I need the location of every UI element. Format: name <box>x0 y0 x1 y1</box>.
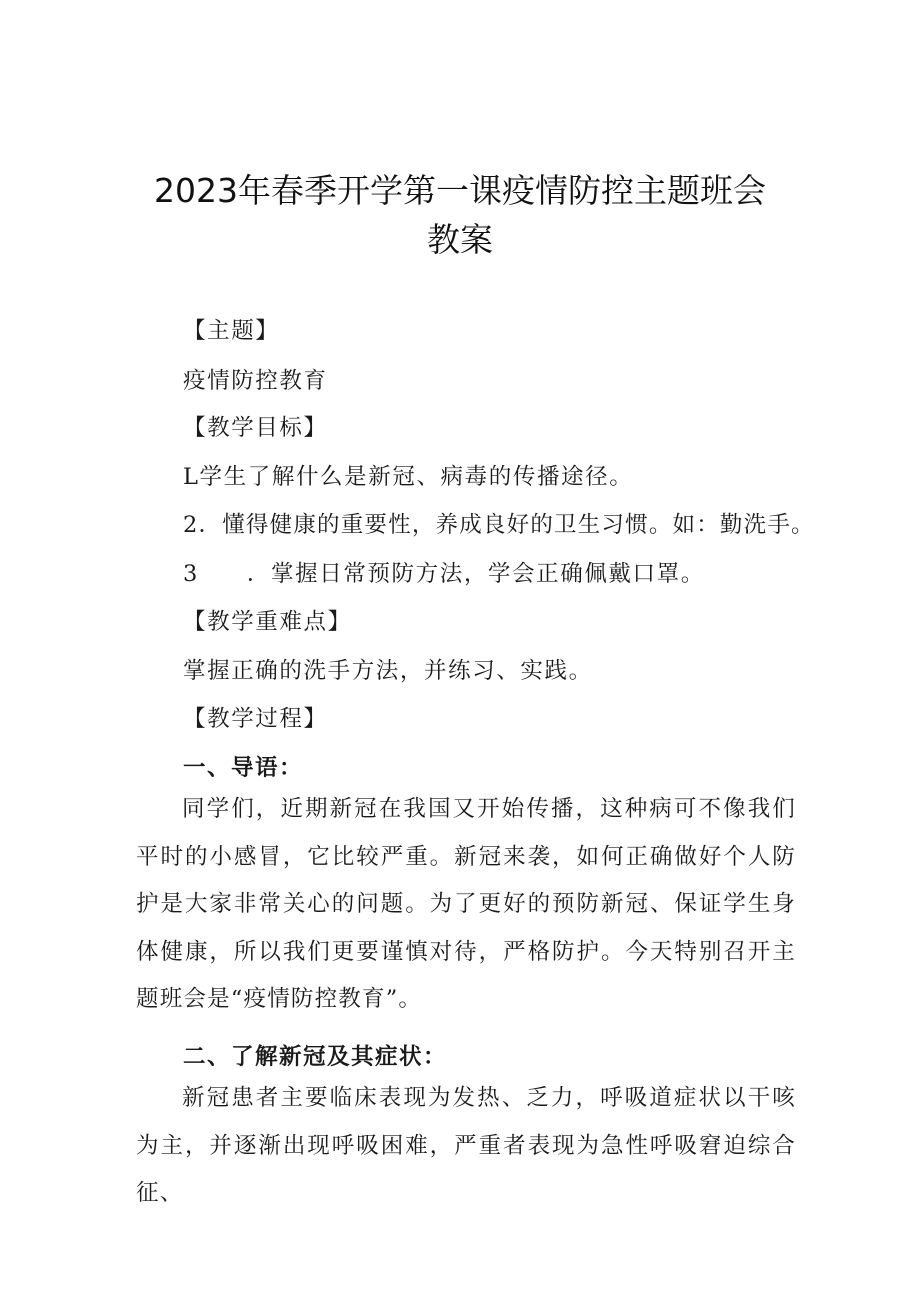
theme-text: 疫情防控教育 <box>183 368 328 394</box>
goal-item-3-number: 3 <box>183 561 199 587</box>
document-title-line1: 2023年春季开学第一课疫情防控主题班会 <box>154 171 766 210</box>
document-title-line2: 教案 <box>427 220 493 259</box>
intro-paragraph: 同学们，近期新冠在我国又开始传播，这种病可不像我们平时的小感冒，它比较严重。新冠来袭，如何正确做好个人防护是大家非常关心的问题。为了更好的预防新冠、保证学生身体健康，所以我们更要谨慎对待，严格防护。今天特别召开主题班会是“疫情防控教育”。 <box>136 796 796 1012</box>
symptoms-paragraph: 新冠患者主要临床表现为发热、乏力，呼吸道症状以干咳为主，并逐渐出现呼吸困难，严重者表现为急性呼吸窘迫综合征、 <box>136 1085 796 1206</box>
goal-item-2: 2．懂得健康的重要性，养成良好的卫生习惯。如：勤洗手。 <box>183 512 815 538</box>
process-label: 【教学过程】 <box>183 706 328 732</box>
goal-item-1: L学生了解什么是新冠、病毒的传播途径。 <box>183 464 634 490</box>
goal-item-3 <box>183 556 705 588</box>
goals-label: 【教学目标】 <box>183 415 328 441</box>
theme-label: 【主题】 <box>183 318 280 344</box>
section-heading-intro: 一、导语： <box>183 755 304 781</box>
section-heading-symptoms: 二、了解新冠及其症状： <box>183 1044 448 1070</box>
goal-item-3-text: ．掌握日常预防方法，学会正确佩戴口罩。 <box>246 561 705 587</box>
key-points-text: 掌握正确的洗手方法，并练习、实践。 <box>183 658 593 684</box>
key-points-label: 【教学重难点】 <box>183 609 352 635</box>
